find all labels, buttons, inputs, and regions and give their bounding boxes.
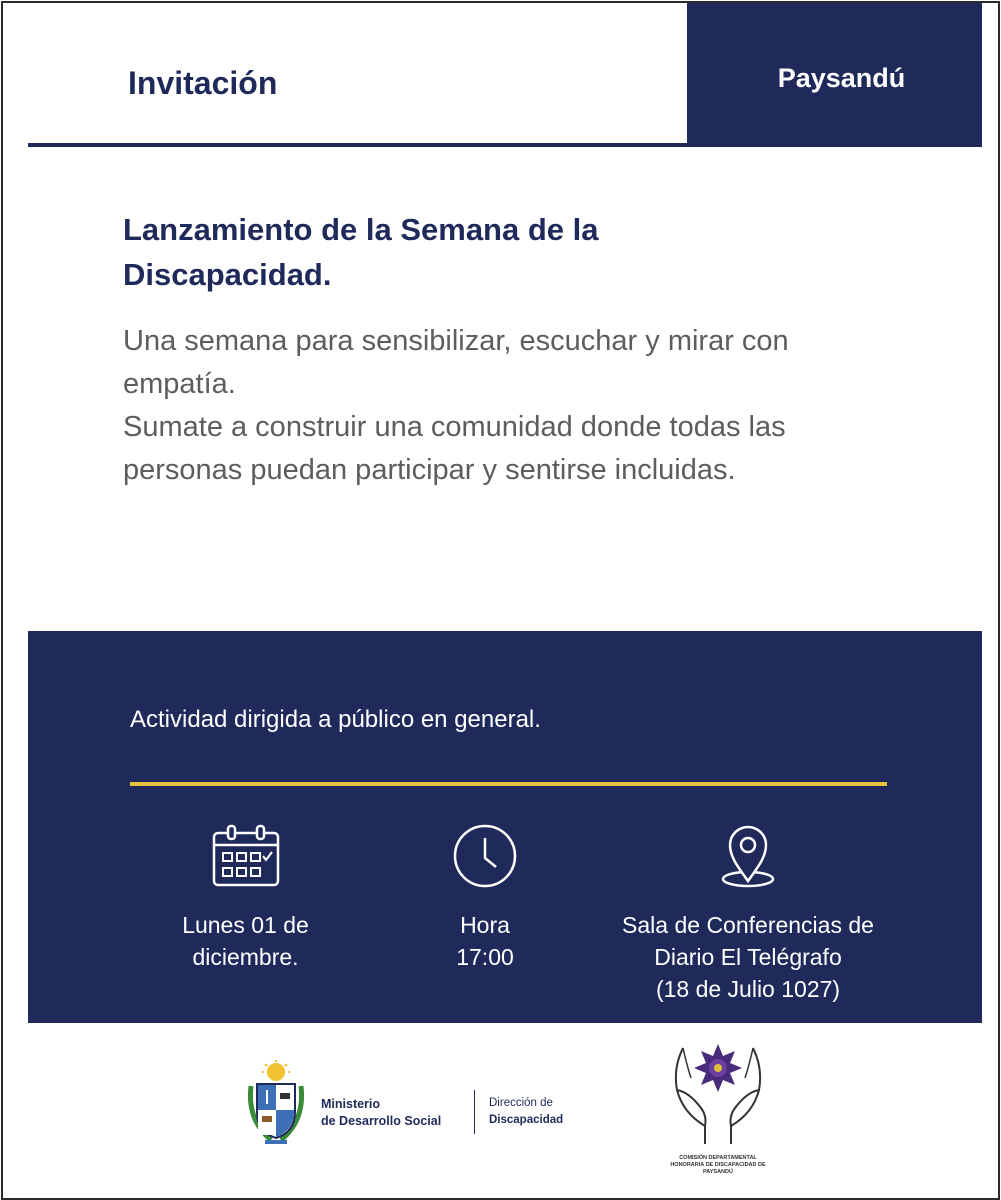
direction-name — [489, 1095, 563, 1129]
time-block — [424, 823, 546, 973]
header-city-panel — [687, 3, 982, 147]
place-line: Sala de Conferencias de — [622, 912, 874, 938]
calendar-icon — [211, 823, 281, 889]
audience-text: Actividad dirigida a público en general. — [130, 706, 541, 733]
mides-logo — [243, 1060, 583, 1150]
date-line: Lunes 01 de — [182, 912, 309, 938]
header-title: Invitación — [128, 65, 278, 101]
event-description — [123, 320, 903, 492]
description-paragraph: Una semana para sensibilizar, escuchar y mirar con empatía. — [123, 325, 789, 400]
gold-divider — [130, 782, 887, 786]
uruguay-coat-of-arms-icon — [243, 1060, 309, 1148]
ministry-line: Ministerio — [321, 1097, 381, 1111]
clock-icon — [452, 823, 518, 889]
ministry-name — [321, 1096, 441, 1130]
hands-star-emblem-icon — [663, 1038, 773, 1153]
date-block — [153, 823, 338, 973]
commission-name: COMISIÓN DEPARTAMENTAL HONORARIA DE DISCAPACIDAD DE PAYSANDÚ — [670, 1155, 766, 1175]
date-line: diciembre. — [192, 944, 299, 970]
event-title: Lanzamiento de la Semana de la Discapacidad. — [123, 212, 599, 292]
time-value: 17:00 — [456, 944, 514, 970]
footer-logos — [3, 1028, 998, 1198]
description-paragraph: Sumate a construir una comunidad donde todas las personas puedan participar y sentirse incluidas. — [123, 411, 786, 486]
location-pin-icon — [718, 823, 778, 889]
place-line: (18 de Julio 1027) — [655, 976, 841, 1002]
place-line: Diario El Telégrafo — [654, 944, 842, 970]
header-bar — [28, 3, 687, 147]
event-info-box — [28, 631, 982, 1023]
commission-logo — [663, 1038, 773, 1188]
header-city: Paysandú — [777, 63, 906, 93]
invitation-card — [1, 1, 1000, 1200]
place-block — [588, 823, 908, 1005]
ministry-line: de Desarrollo Social — [321, 1114, 442, 1128]
time-label: Hora — [460, 912, 510, 938]
logo-separator — [474, 1090, 475, 1134]
direction-line: Dirección de — [489, 1097, 553, 1109]
direction-line: Discapacidad — [489, 1114, 564, 1126]
